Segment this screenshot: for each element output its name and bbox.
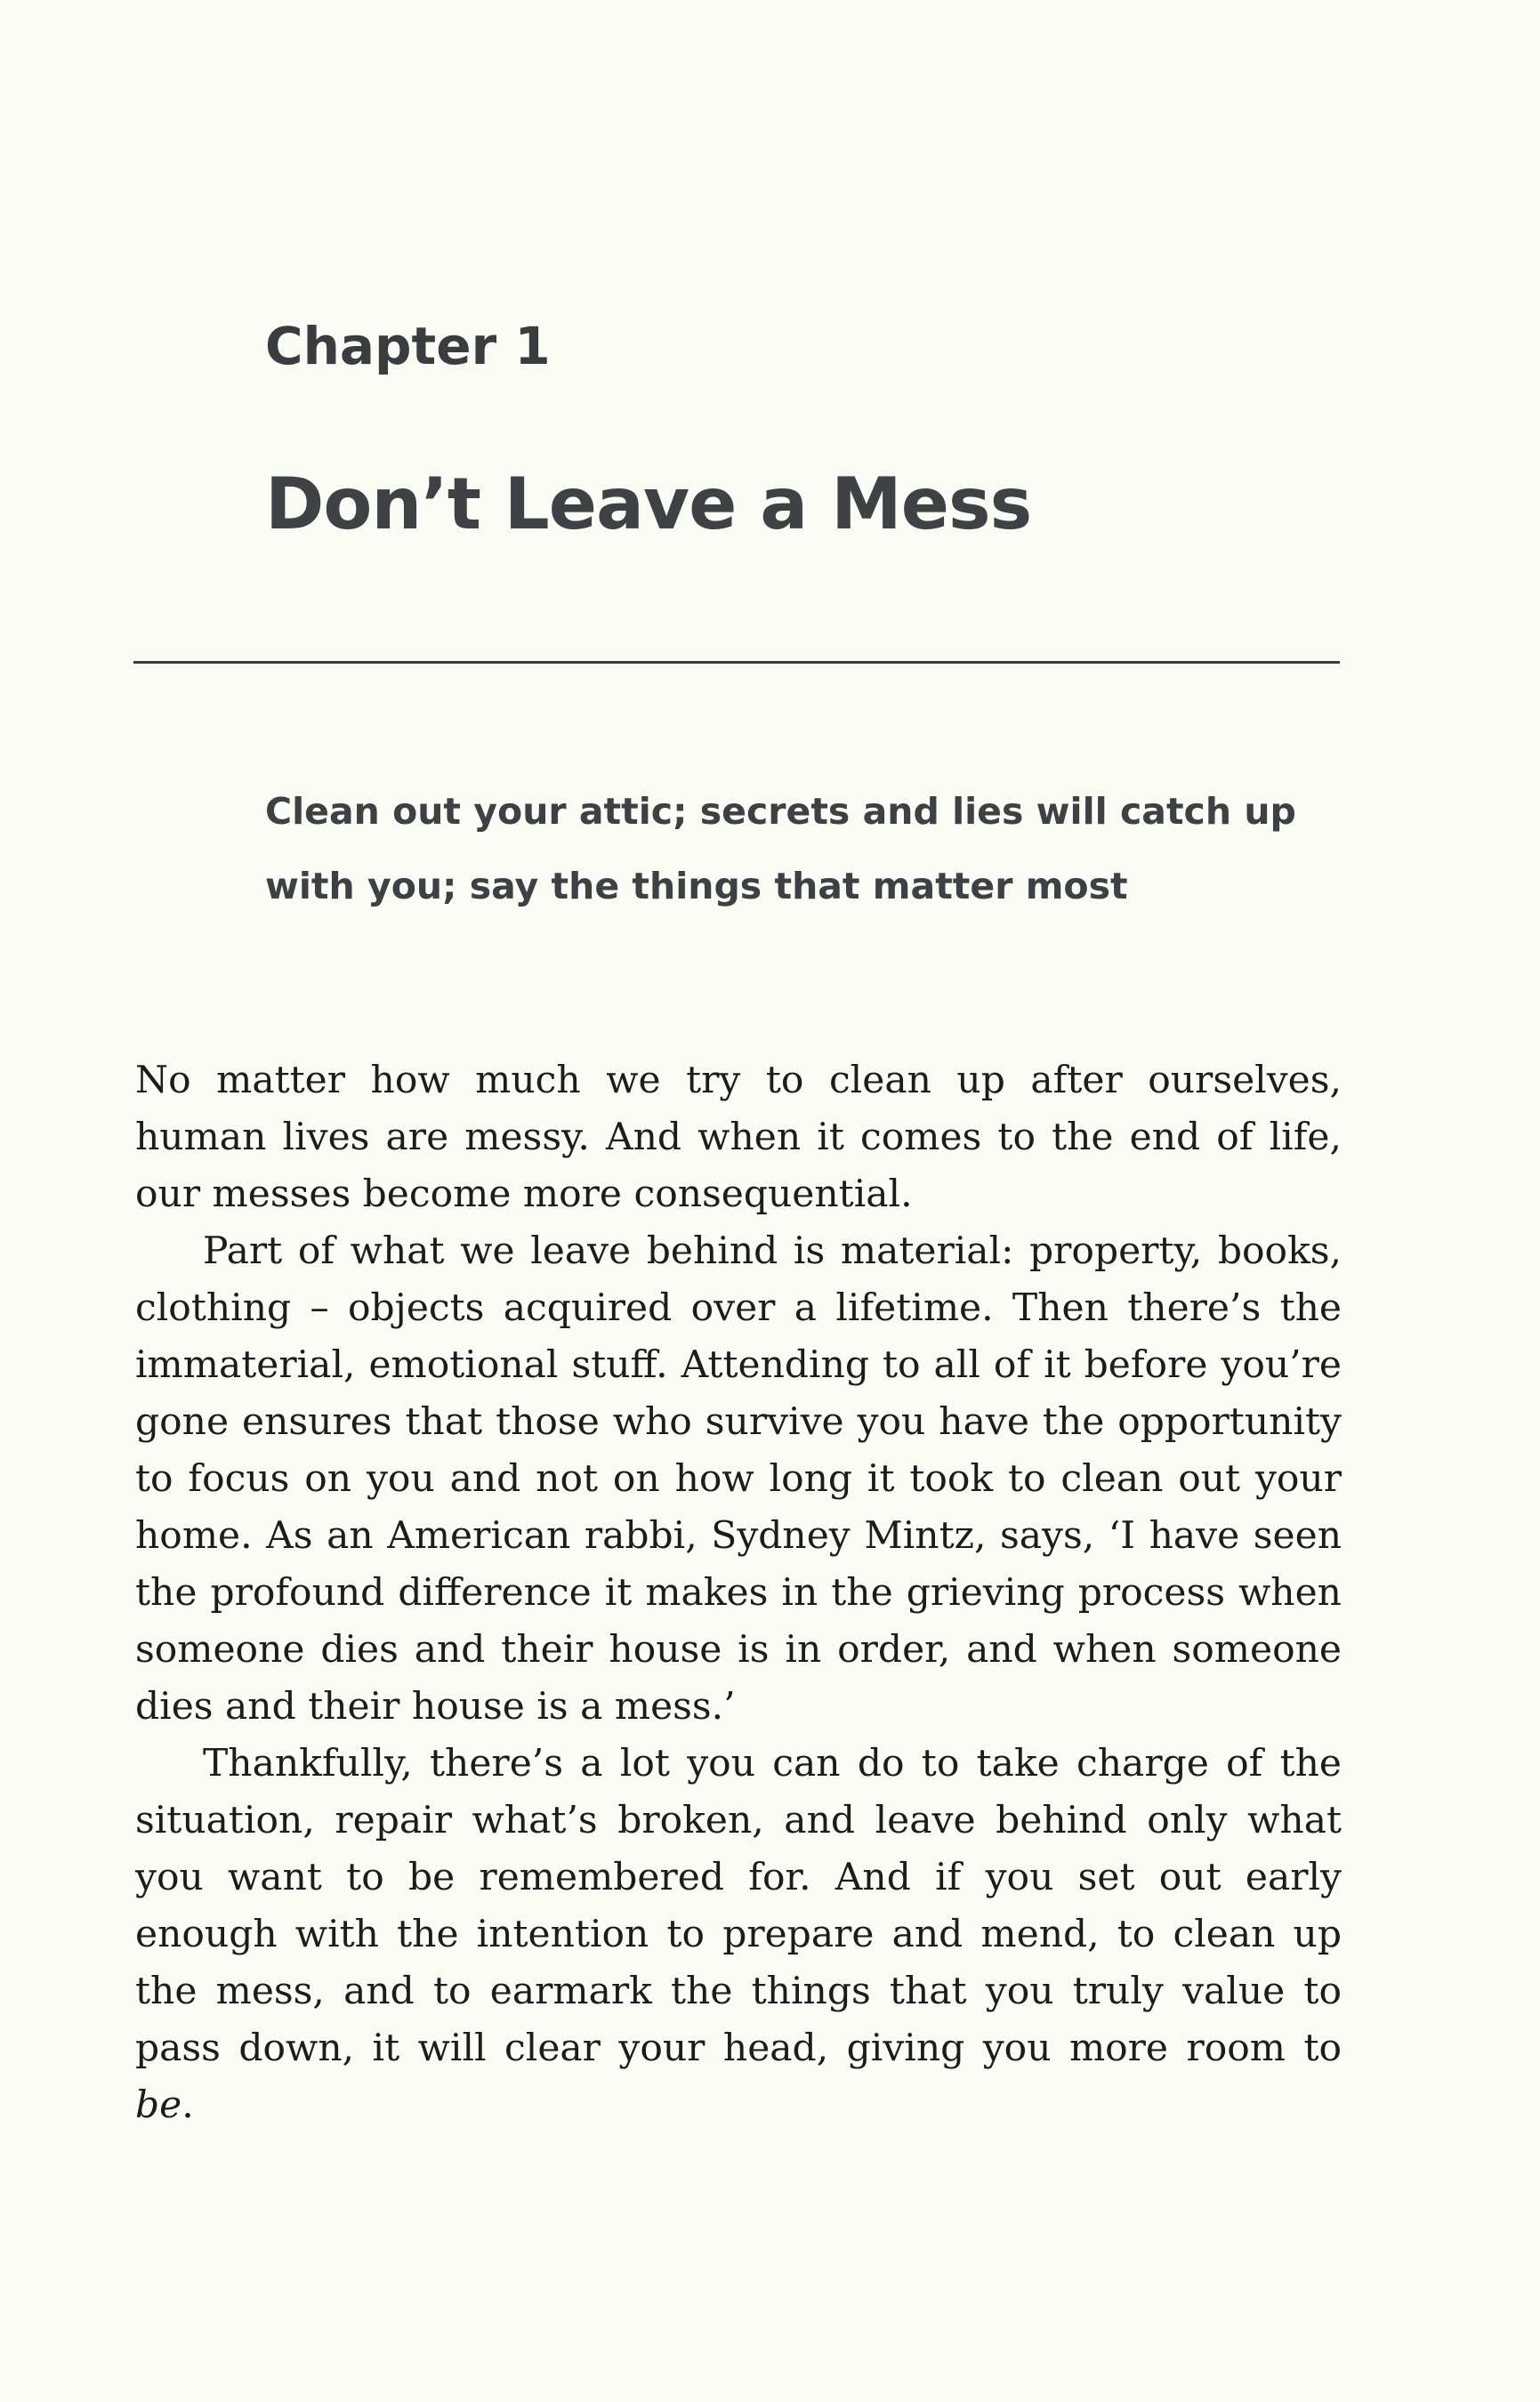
paragraph-3: [135, 1735, 1342, 2133]
paragraph-2: Part of what we leave behind is material: property, books, clothing – objects acquired over a lifetime. Then there’s the immaterial, emotional stuff. Attending to all of it before you’re gone ensures that those who survive you have the opportunity to focus on you and not on how long it took to clean out your home. As an American rabbi, Sydney Mintz, says, ‘I have seen the profound difference it makes in the grieving process when someone dies and their house is in order, and when someone dies and their house is a mess.’: [135, 1229, 1342, 1728]
chapter-subtitle: [265, 774, 1333, 923]
paragraph-3-emphasis: be: [135, 2083, 182, 2126]
subtitle-line-2: with you; say the things that matter most: [265, 865, 1128, 907]
subtitle-line-1: Clean out your attic; secrets and lies will catch up: [265, 790, 1296, 833]
paragraph-1: No matter how much we try to clean up after ourselves, human lives are messy. And when it comes to the end of life, our messes become more consequential.: [135, 1058, 1342, 1215]
chapter-divider: [133, 661, 1340, 664]
chapter-title: Don’t Leave a Mess: [265, 463, 1032, 545]
paragraph-3-end: .: [181, 2083, 194, 2126]
chapter-label: Chapter 1: [265, 316, 551, 376]
paragraph-3-text: Thankfully, there’s a lot you can do to take charge of the situation, repair what’s broken, and leave behind only what you want to be remembered for. And if you set out early enough with the intention to prepare and mend, to clean up the mess, and to earmark the things that you truly value to pass down, it will clear your head, giving you more room to: [135, 1741, 1342, 2069]
body-text: [135, 1052, 1342, 2133]
